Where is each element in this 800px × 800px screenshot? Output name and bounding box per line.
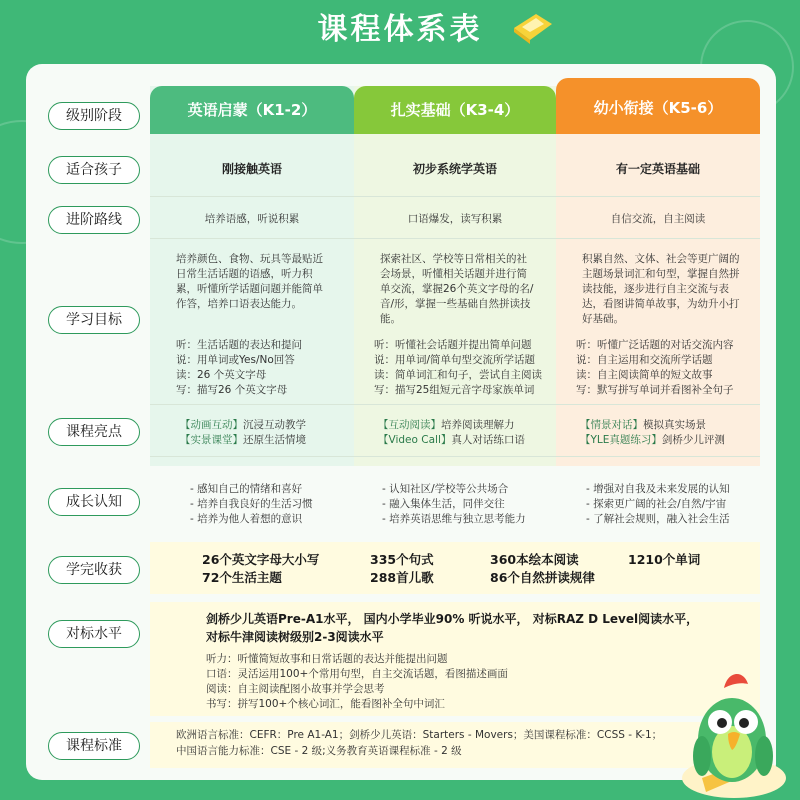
highlight-text: 模拟真实场景 [643,419,706,431]
level-line-1: 剑桥少儿英语Pre-A1水平， 国内小学毕业90% 听说水平， 对标RAZ D Level阅读水平， [206,612,699,626]
row-label-route: 进阶路线 [48,206,140,234]
row-label-level: 级别阶段 [48,102,140,130]
cognition-k3-4 [382,482,558,527]
highlight-text: 还原生活情境 [243,434,306,446]
highlight-tag: 【Video Call】 [378,434,452,446]
highlight-tag: 【动画互动】 [180,419,243,431]
skill-item: 写：默写拼写单词并看图补全句子 [576,384,734,396]
cognition-item: - 认知社区/学校等公共场合 [382,483,509,495]
row-divider [150,238,760,239]
level-item: 听力：听懂简短故事和日常话题的表达并能提出问题 [206,653,448,665]
cognition-item: - 融入集体生活，同伴交往 [382,498,505,510]
goal-k3-4: 探索社区、学校等日常相关的社会场景，听懂相关话题并进行简单交流，掌握26个英文字母的名/音/形，掌握一些基础自然拼读技能。 [380,253,534,325]
suitable-k5-6: 有一定英语基础 [615,162,700,176]
cognition-item: - 了解社会规则，融入社会生活 [586,513,730,525]
gain-item: 288首儿歌 [370,570,434,585]
skill-item: 听：听懂社会话题并提出简单问题 [374,339,532,351]
level-details [206,652,666,712]
row-divider [150,196,760,197]
row-divider [150,404,760,405]
skill-item: 读：简单词汇和句子，尝试自主阅读 [374,369,542,381]
column-header-k5-6: 幼小衔接（K5-6） [556,78,760,134]
suitable-k1-2: 刚接触英语 [221,162,282,176]
highlights-k3-4 [378,418,554,448]
highlight-text: 沉浸互动教学 [243,419,306,431]
route-k5-6: 自信交流，自主阅读 [610,213,706,225]
skill-item: 说：用单词/简单句型交流所学话题 [374,354,536,366]
page-title: 课程体系表 [317,12,483,47]
goal-k1-2: 培养颜色、食物、玩具等最贴近日常生活话题的语感，听力积累，听懂所学话题问题并能简单作答，培养口语表达能力。 [176,253,323,310]
skill-item: 写：描写25组短元音字母家族单词 [374,384,535,396]
column-header-k1-2: 英语启蒙（K1-2） [150,86,354,134]
row-divider [150,456,760,457]
level-item: 书写：拼写100+个核心词汇，能看图补全句中词汇 [206,698,445,710]
level-item: 阅读：自主阅读配图小故事并学会思考 [206,683,385,695]
level-line-2: 对标牛津阅读树级别2-3阅读水平 [206,630,384,644]
gain-item: 26个英文字母大小写 [202,552,320,567]
cognition-item: - 感知自己的情绪和喜好 [190,483,303,495]
cognition-item: - 培养自我良好的生活习惯 [190,498,313,510]
cognition-item: - 探索更广阔的社会/自然/宇宙 [586,498,727,510]
highlight-tag: 【YLE真题练习】 [580,434,662,446]
highlight-text: 培养阅读理解力 [441,419,515,431]
cognition-item: - 培养为他人着想的意识 [190,513,303,525]
skill-item: 读：自主阅读简单的短文故事 [576,369,713,381]
row-label-suitable: 适合孩子 [48,156,140,184]
skills-k1-2 [176,338,352,398]
goal-k5-6: 积累自然、文体、社会等更广阔的主题场景词汇和句型，掌握自然拼读技能，逐步进行自主交流与表达，看图讲简单故事，为幼升小打好基础。 [582,253,740,325]
cognition-item: - 培养英语思维与独立思考能力 [382,513,526,525]
skill-item: 说：自主运用和交流所学话题 [576,354,713,366]
route-k1-2: 培养语感，听说积累 [204,213,300,225]
book-icon [510,10,556,44]
cognition-k5-6 [586,482,760,527]
row-label-gains: 学完收获 [48,556,140,584]
row-label-level-benchmark: 对标水平 [48,620,140,648]
skills-k5-6 [576,338,760,398]
row-label-cognition: 成长认知 [48,488,140,516]
cognition-item: - 增强对自我及未来发展的认知 [586,483,730,495]
level-item: 口语：灵活运用100+个常用句型，自主交流话题，看图描述画面 [206,668,508,680]
cognition-k1-2 [190,482,354,527]
highlight-tag: 【实景课堂】 [180,434,243,446]
gain-item: 360本绘本阅读 [490,552,579,567]
highlight-text: 剑桥少儿评测 [661,434,725,446]
gain-item: 72个生活主题 [202,570,282,585]
gain-item: 86个自然拼读规律 [490,570,595,585]
highlight-tag: 【互动阅读】 [378,419,441,431]
highlight-text: 真人对话练口语 [451,434,525,446]
route-k3-4: 口语爆发，读写积累 [407,213,503,225]
skill-item: 写：描写26 个英文字母 [176,384,288,396]
row-label-highlights: 课程亮点 [48,418,140,446]
gain-item: 1210个单词 [628,552,701,567]
gain-item: 335个句式 [370,552,434,567]
column-header-k3-4: 扎实基础（K3-4） [354,86,556,134]
skill-item: 听：听懂广泛话题的对话交流内容 [576,339,734,351]
parrot-mascot-icon [672,660,792,800]
skill-item: 听：生活话题的表达和提问 [176,339,302,351]
highlight-tag: 【情景对话】 [580,419,643,431]
row-label-standard: 课程标准 [48,732,140,760]
skill-item: 说：用单词或Yes/No回答 [176,354,295,366]
standard-line-2: 中国语言能力标准：CSE - 2 级;义务教育英语课程标准 - 2 级 [176,745,462,757]
highlights-k5-6 [580,418,758,448]
row-label-goal: 学习目标 [48,306,140,334]
suitable-k3-4: 初步系统学英语 [412,162,497,176]
standard-line-1: 欧洲语言标准：CEFR：Pre A1-A1；剑桥少儿英语：Starters - Movers；美国课程标准：CCSS - K-1； [176,729,663,741]
skills-k3-4 [374,338,556,398]
skill-item: 读：26 个英文字母 [176,369,267,381]
highlights-k1-2 [180,418,350,448]
